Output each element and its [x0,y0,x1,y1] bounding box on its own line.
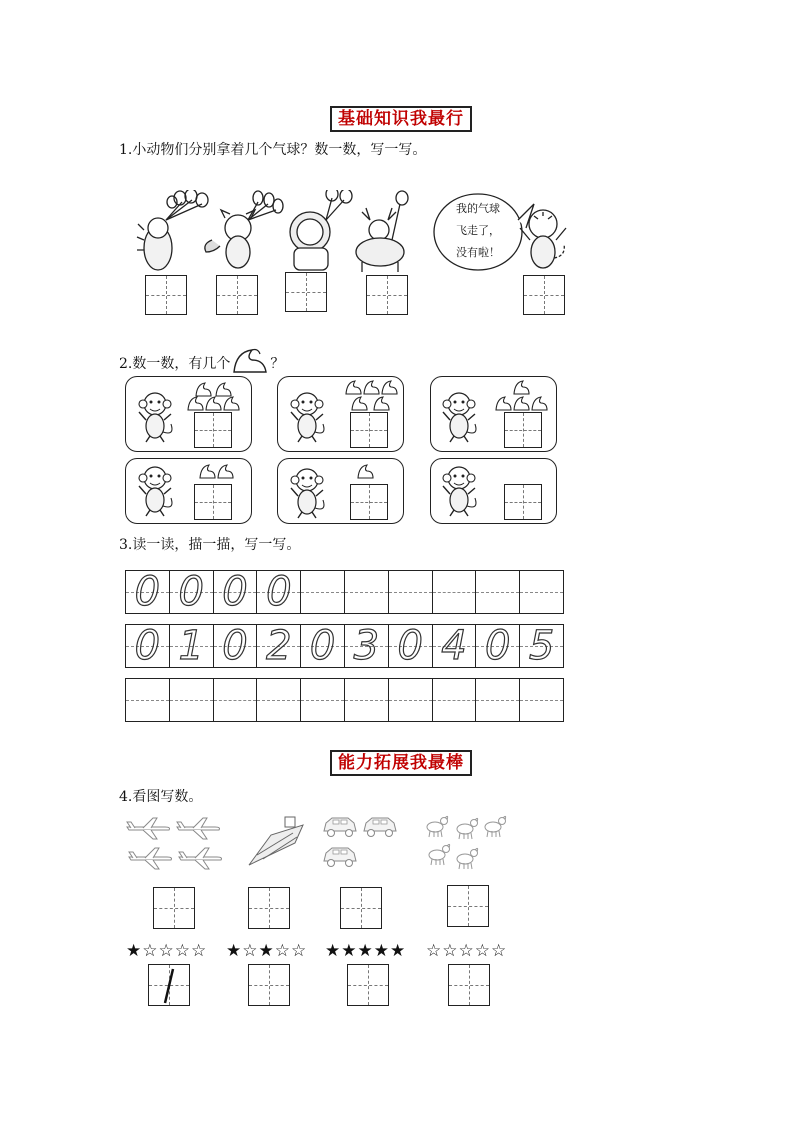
q1-answer-box-2[interactable] [216,275,258,315]
speech-bubble-text [436,198,520,264]
q4-picture-answer-box-4[interactable] [447,885,489,927]
q4-star-answer-box-3[interactable] [347,964,389,1006]
bubble-line-1: 我的气球 [456,202,500,215]
star-row-3: ★★★★★ [325,941,407,961]
q2-answer-box-2[interactable] [350,412,388,448]
writing-row-3 [125,678,564,722]
monkey-icon [291,469,324,518]
trace-digit: 0 [178,569,204,615]
monkey-icon [443,467,476,516]
question-3-text: 3.读一读，描一描，写一写。 [119,537,301,553]
write-cell[interactable] [520,571,563,613]
section-title-basic: 基础知识我最行 [330,106,472,132]
trace-digit: 3 [353,623,380,669]
trace-digit: 4 [441,623,467,669]
trace-digit: 0 [485,623,511,669]
write-cell[interactable] [389,571,433,613]
write-cell[interactable] [433,571,477,613]
trace-cell[interactable] [345,625,389,667]
trace-cell[interactable] [170,571,214,613]
trace-cell[interactable] [520,625,563,667]
monkey-icon [139,393,172,442]
q4-star-answer-box-4[interactable] [448,964,490,1006]
q1-answer-box-4[interactable] [366,275,408,315]
trace-digit: 0 [134,623,161,669]
trace-cell[interactable] [126,625,170,667]
write-cell[interactable] [214,679,258,721]
bubble-line-3: 没有啦！ [456,246,500,259]
raccoon-with-balloons-icon [205,191,283,268]
trace-digit: 0 [222,623,248,669]
trace-cell[interactable] [301,625,345,667]
q4-star-answer-box-2[interactable] [248,964,290,1006]
write-cell[interactable] [126,679,170,721]
write-cell[interactable] [301,679,345,721]
trace-cell[interactable] [389,625,433,667]
dinosaur-with-balloons-icon [137,190,208,270]
trace-digit: 0 [266,569,292,615]
q2-answer-box-5[interactable] [350,484,388,520]
peach-icon [230,346,270,376]
star-row-1: ★☆☆☆☆ [126,941,208,961]
q1-answer-box-5[interactable] [523,275,565,315]
q4-star-answer-box-1[interactable] [148,964,190,1006]
trace-cell[interactable] [126,571,170,613]
trace-cell[interactable] [214,571,258,613]
q1-answer-box-1[interactable] [145,275,187,315]
q4-picture-answer-box-1[interactable] [153,887,195,929]
monkeys-and-peaches-layer [125,376,557,524]
question-2-suffix: ？ [270,356,285,372]
airplane-icon [127,818,222,869]
trace-digit: 0 [222,569,248,615]
trace-cell[interactable] [257,625,301,667]
question-2-prefix: 2.数一数，有几个 [119,356,231,372]
bubble-line-2: 飞走了， [456,224,500,237]
monkey-icon [291,393,324,442]
trace-digit: 5 [528,623,555,669]
q2-answer-box-4[interactable] [194,484,232,520]
write-cell[interactable] [433,679,477,721]
q4-picture-answer-box-2[interactable] [248,887,290,929]
q4-picture-answer-box-3[interactable] [340,887,382,929]
write-cell[interactable] [170,679,214,721]
trace-cell[interactable] [170,625,214,667]
goat-icon [427,816,506,869]
q4-pictures [125,815,525,880]
write-cell[interactable] [345,679,389,721]
question-2-text [119,346,284,376]
ship-icon [249,817,303,865]
example-answer-stroke [149,965,191,1007]
trace-cell[interactable] [476,625,520,667]
star-row-2: ★☆★☆☆ [226,941,308,961]
trace-digit: 2 [266,623,292,669]
writing-row-2 [125,624,564,668]
write-cell[interactable] [476,571,520,613]
monkey-icon [139,467,172,516]
q1-answer-box-3[interactable] [285,272,327,312]
writing-row-1 [125,570,564,614]
write-cell[interactable] [520,679,563,721]
trace-cell[interactable] [214,625,258,667]
deer-with-balloon-icon [356,191,408,272]
car-icon [324,818,396,867]
monkey-icon [443,393,476,442]
write-cell[interactable] [389,679,433,721]
lion-with-balloons-icon [290,190,352,270]
trace-digit: 0 [309,623,336,669]
write-cell[interactable] [476,679,520,721]
question-4-text: 4.看图写数。 [119,789,203,805]
question-1-text: 1.小动物们分别拿着几个气球？数一数，写一写。 [119,142,427,158]
q2-answer-box-1[interactable] [194,412,232,448]
trace-cell[interactable] [257,571,301,613]
trace-digit: 1 [178,623,204,669]
trace-cell[interactable] [433,625,477,667]
q2-answer-box-6[interactable] [504,484,542,520]
write-cell[interactable] [345,571,389,613]
star-row-4: ☆☆☆☆☆ [426,941,508,961]
trace-digit: 0 [134,569,161,615]
trace-digit: 0 [397,623,423,669]
section-title-extension: 能力拓展我最棒 [330,750,472,776]
write-cell[interactable] [257,679,301,721]
q2-answer-box-3[interactable] [504,412,542,448]
write-cell[interactable] [301,571,345,613]
